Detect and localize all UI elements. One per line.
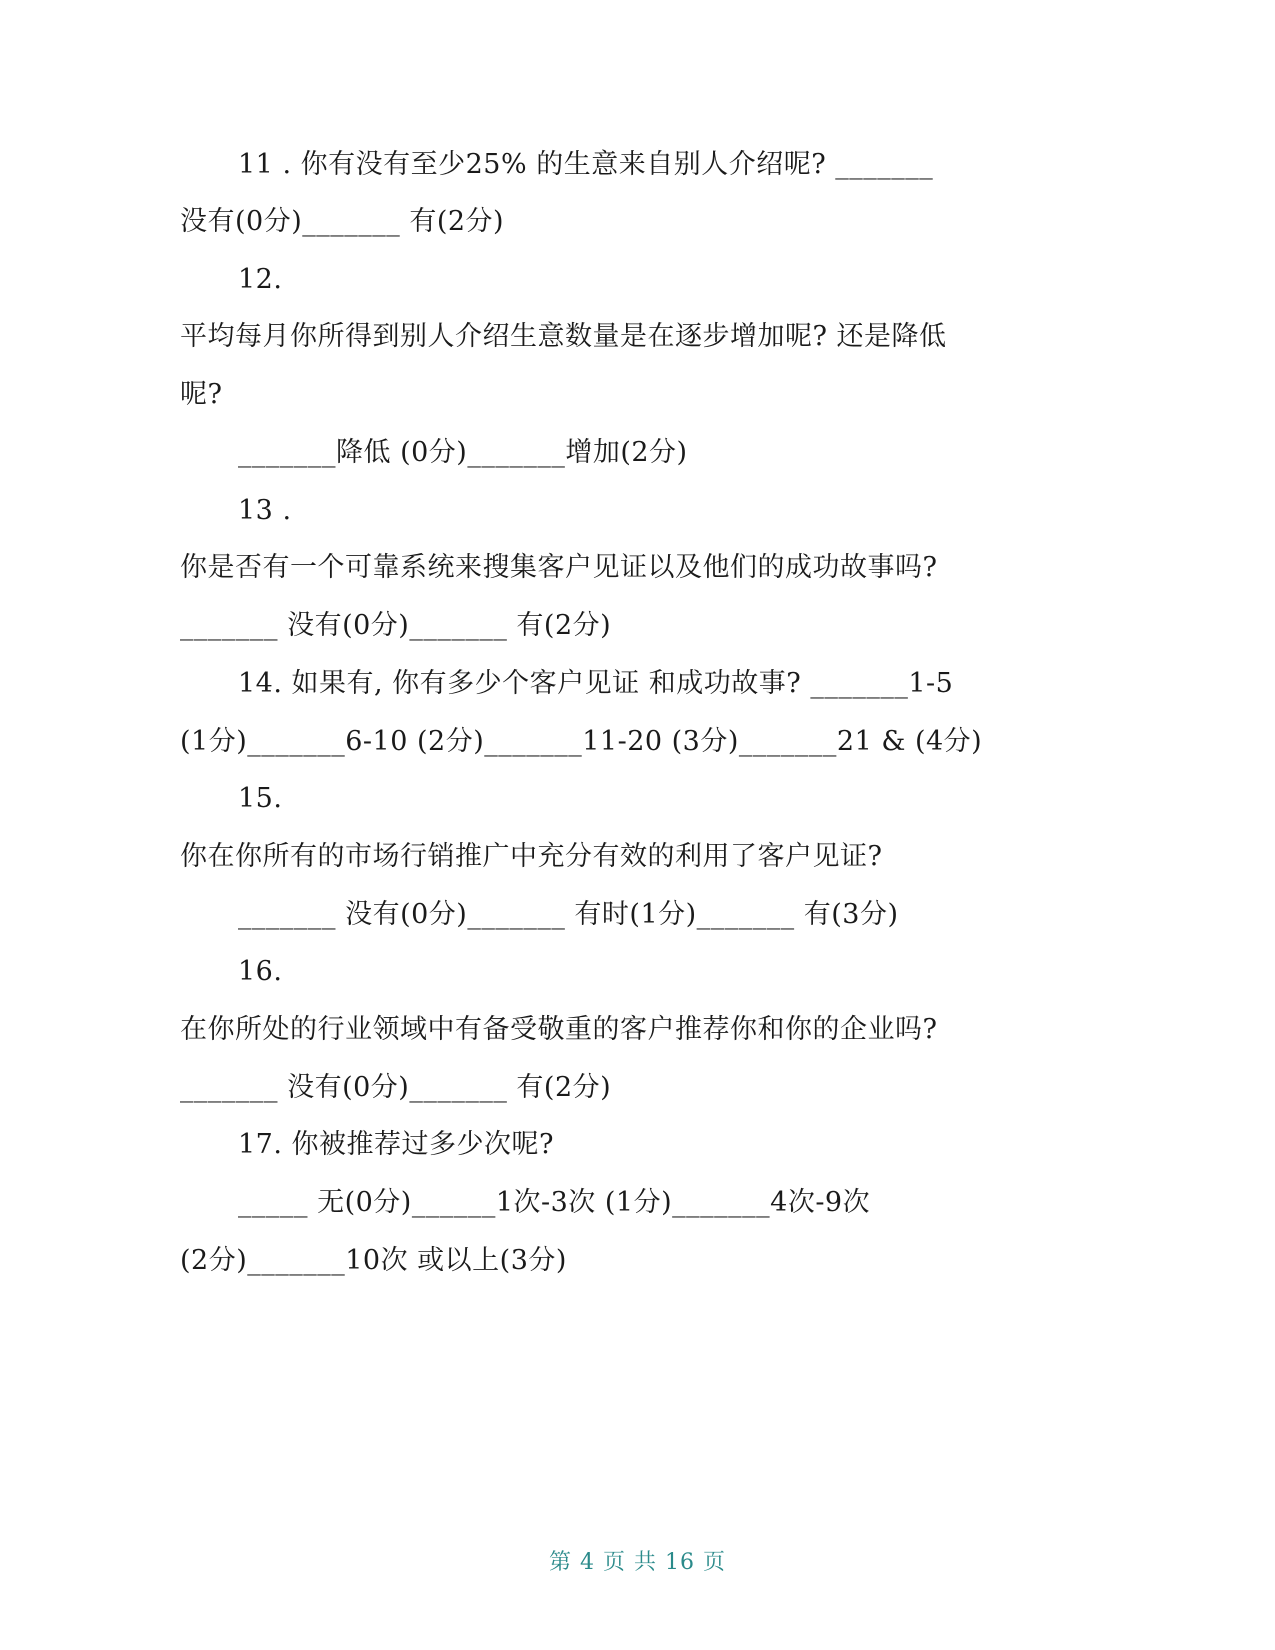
q13-number: 13 . bbox=[238, 495, 292, 526]
q13-question: 你是否有一个可靠系统来搜集客户见证以及他们的成功故事吗? bbox=[180, 552, 938, 583]
q15-question: 你在你所有的市场行销推广中充分有效的利用了客户见证? bbox=[180, 841, 883, 872]
q17-question: 17. 你被推荐过多少次呢? bbox=[238, 1129, 554, 1160]
q12-question: 平均每月你所得到别人介绍生意数量是在逐步增加呢? 还是降低 bbox=[180, 321, 947, 352]
q12-number: 12. bbox=[238, 264, 283, 295]
q11-options: 没有(0分)_______ 有(2分) bbox=[180, 206, 505, 237]
q11-question: 11 . 你有没有至少25% 的生意来自别人介绍呢? _______ bbox=[238, 149, 934, 180]
q12-options: _______降低 (0分)_______增加(2分) bbox=[238, 437, 688, 468]
q15-number: 15. bbox=[238, 783, 283, 814]
q16-number: 16. bbox=[238, 956, 283, 987]
q14-question: 14. 如果有, 你有多少个客户见证 和成功故事? _______1-5 bbox=[238, 668, 954, 699]
q14-options: (1分)_______6-10 (2分)_______11-20 (3分)_______21 & (4分) bbox=[180, 726, 983, 757]
q16-options: _______ 没有(0分)_______ 有(2分) bbox=[180, 1072, 612, 1103]
q16-question: 在你所处的行业领域中有备受敬重的客户推荐你和你的企业吗? bbox=[180, 1014, 938, 1045]
page-footer: 第 4 页 共 16 页 bbox=[549, 1550, 726, 1575]
q17-options: _____ 无(0分)______1次-3次 (1分)_______4次-9次 bbox=[238, 1187, 871, 1218]
q15-options: _______ 没有(0分)_______ 有时(1分)_______ 有(3分) bbox=[238, 899, 899, 930]
q12-question-end: 呢? bbox=[180, 379, 223, 410]
q17-options-end: (2分)_______10次 或以上(3分) bbox=[180, 1245, 567, 1276]
q13-options: _______ 没有(0分)_______ 有(2分) bbox=[180, 610, 612, 641]
